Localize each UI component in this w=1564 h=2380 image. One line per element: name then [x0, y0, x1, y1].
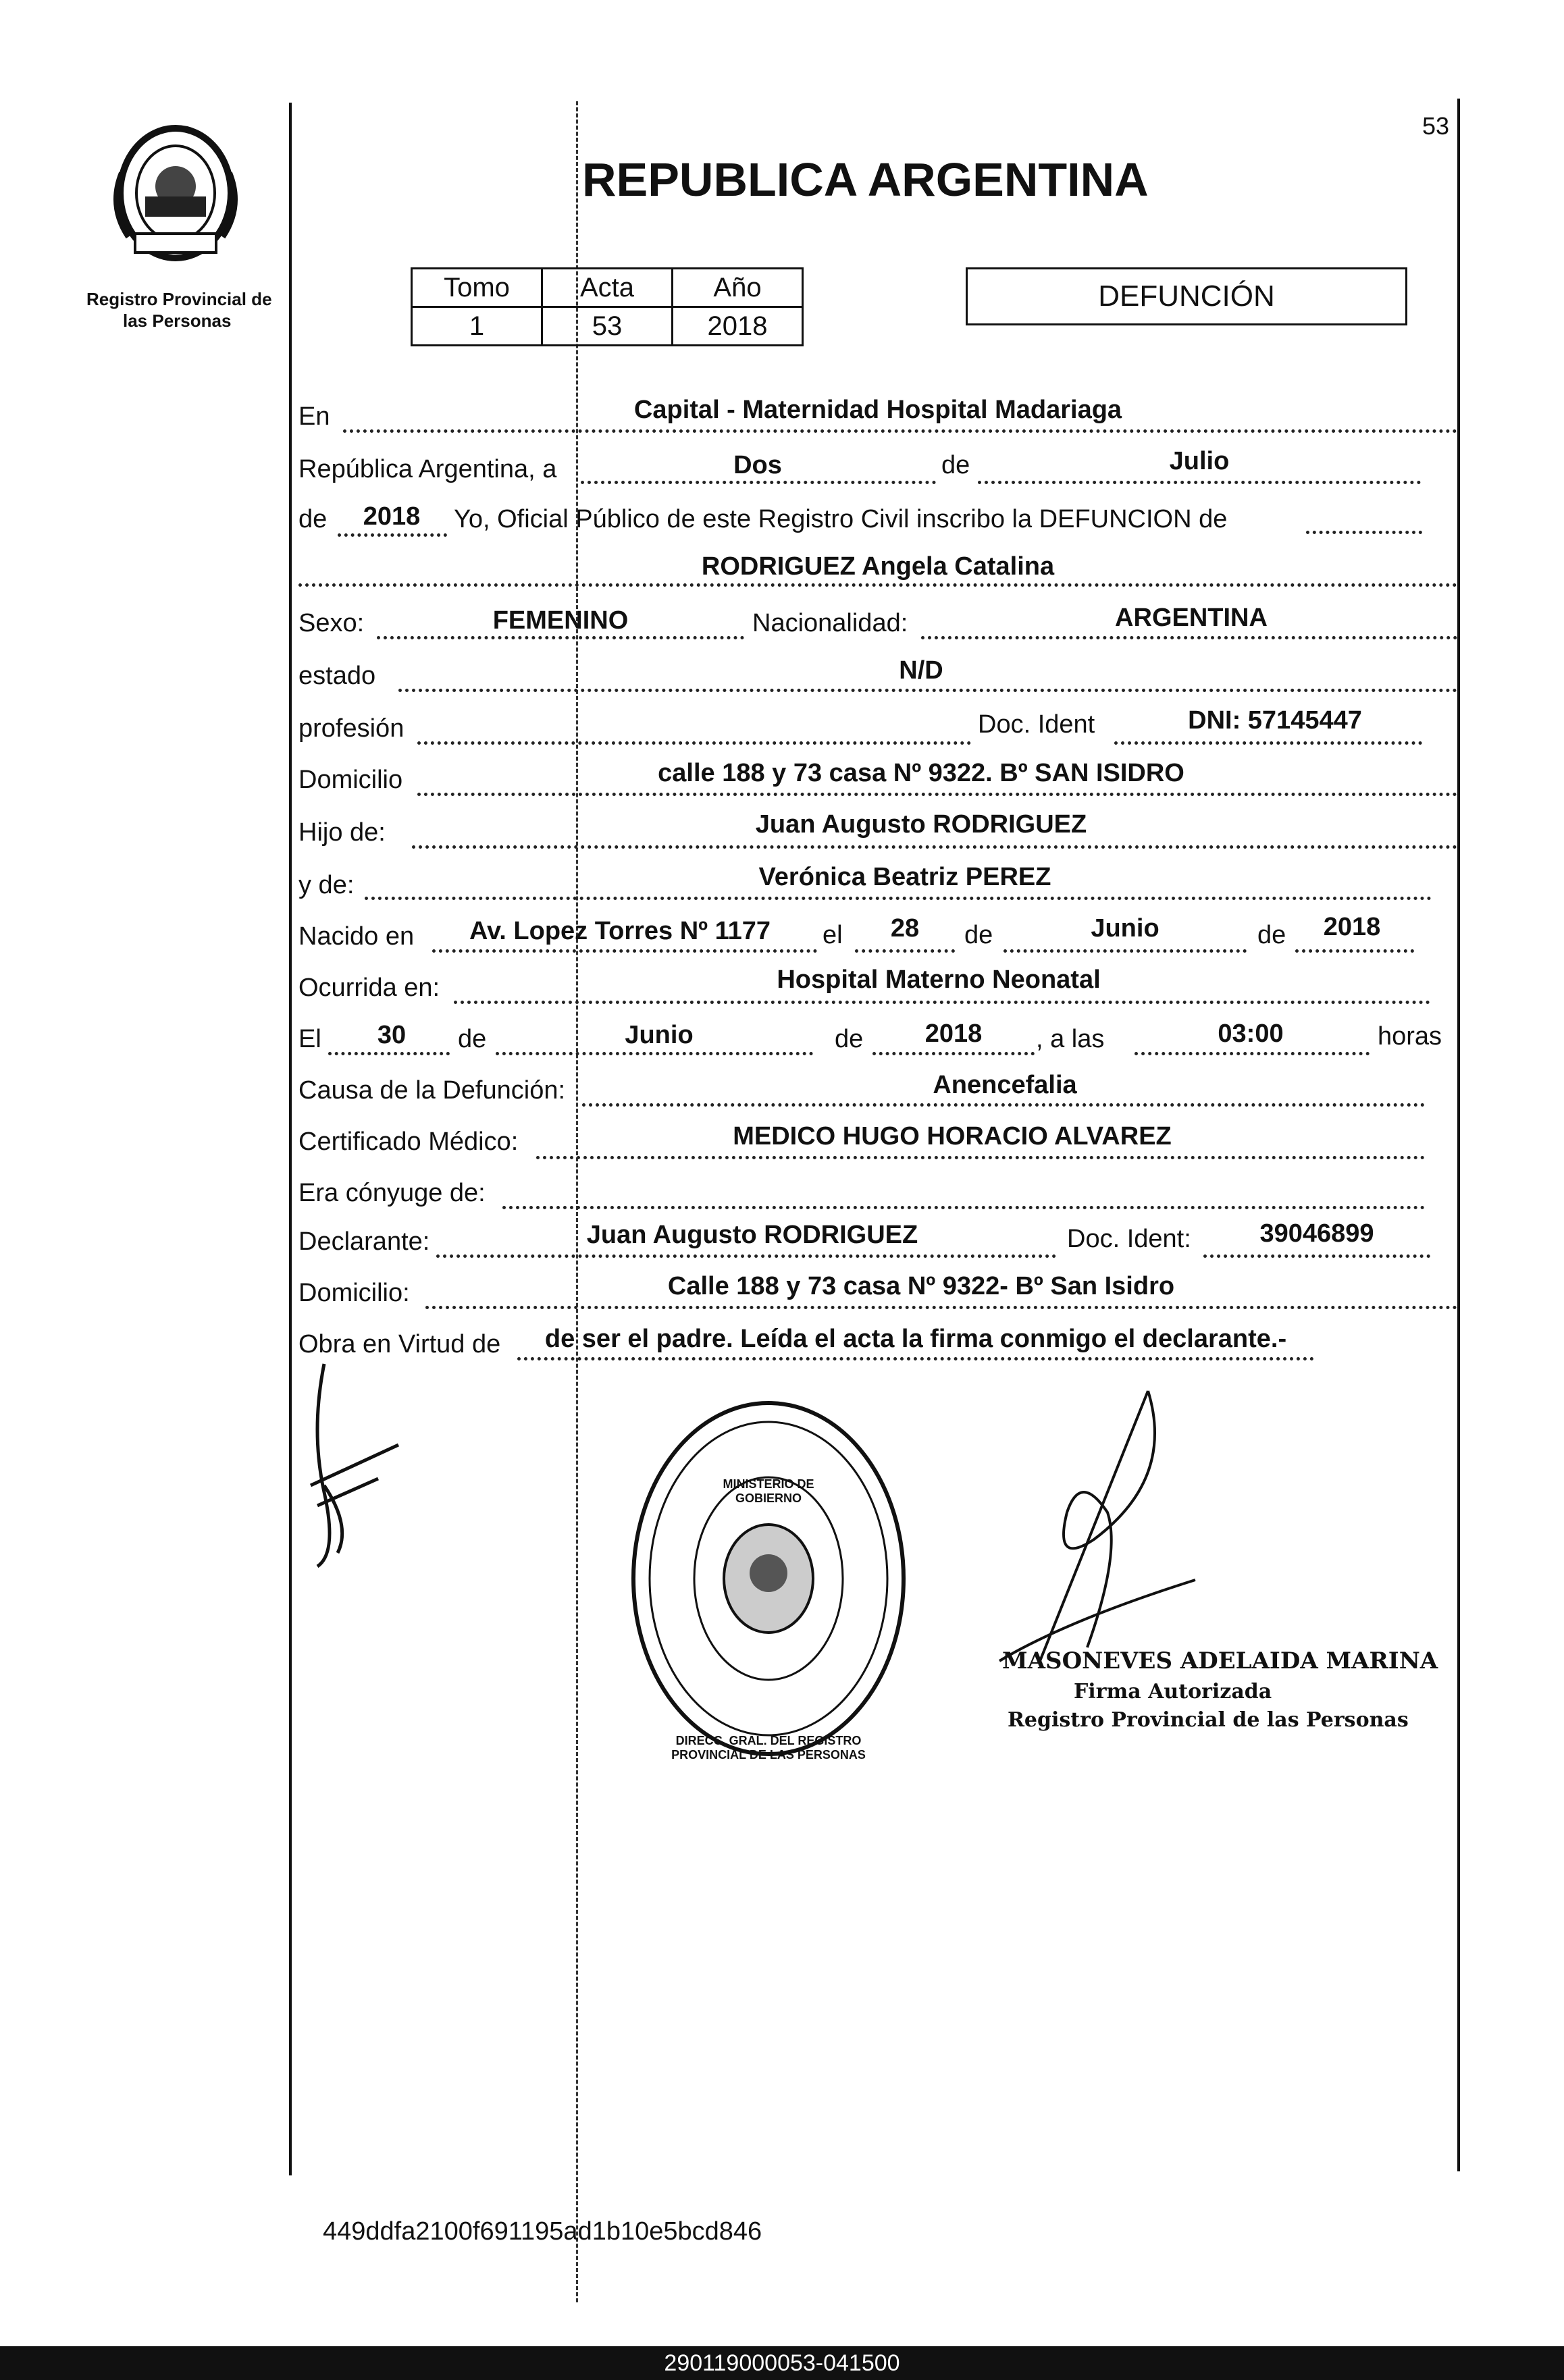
death-day-dotted-line: [328, 1052, 450, 1055]
handwritten-signature-icon: [297, 1350, 419, 1573]
nacido-dotted-line: [432, 949, 817, 953]
page-number: 53: [1422, 112, 1450, 140]
domicilio-label: Domicilio: [298, 766, 403, 794]
birth-day: 28: [890, 914, 920, 943]
death-day: 30: [377, 1021, 407, 1049]
birth-year-dotted-line: [1295, 949, 1414, 953]
estado-dotted-line: [398, 689, 1457, 692]
sexo-label: Sexo:: [298, 609, 365, 637]
book-table-header: Tomo: [412, 269, 542, 307]
yde-value: Verónica Beatriz PEREZ: [758, 863, 1051, 891]
day-dotted-line: [581, 481, 936, 484]
obra-value: de ser el padre. Leída el acta la firma conmigo el declarante.-: [544, 1325, 1287, 1353]
book-table-value-row: [412, 307, 803, 346]
horas-label: horas: [1378, 1022, 1442, 1051]
doc-ident-dotted-line: [1114, 741, 1422, 745]
estado-label: estado: [298, 662, 376, 690]
official-name: MASONEVES ADELAIDA MARINA: [1002, 1647, 1438, 1674]
death-time-dotted-line: [1135, 1052, 1370, 1055]
sexo-dotted-line: [377, 636, 744, 639]
birth-month: Junio: [1091, 914, 1159, 943]
republica-label: República Argentina, a: [298, 455, 557, 483]
domicilio-dotted-line: [417, 793, 1457, 796]
domicilio-value: calle 188 y 73 casa Nº 9322. Bº SAN ISIDRO: [658, 759, 1184, 787]
doc-ident-label: Doc. Ident: [978, 710, 1095, 739]
certificado-label: Certificado Médico:: [298, 1128, 519, 1156]
de1-label: de: [941, 451, 970, 479]
oficial-dotted-line: [1306, 531, 1422, 534]
hijo-label: Hijo de:: [298, 818, 386, 847]
deceased-dotted-line: [298, 583, 1457, 587]
book-table-header: Año: [673, 269, 803, 307]
doc-type-label: DEFUNCIÓN: [1098, 280, 1275, 313]
death-month: Junio: [625, 1021, 694, 1049]
death-month-dotted-line: [496, 1052, 813, 1055]
hijo-dotted-line: [412, 845, 1457, 849]
domicilio2-dotted-line: [425, 1306, 1457, 1309]
causa-label: Causa de la Defunción:: [298, 1076, 566, 1105]
handwritten-signature-icon: [972, 1377, 1202, 1674]
hijo-value: Juan Augusto RODRIGUEZ: [755, 810, 1087, 839]
book-table-header: Acta: [542, 269, 673, 307]
doc-ident-value: DNI: 57145447: [1188, 706, 1362, 735]
yde-label: y de:: [298, 871, 355, 899]
deceased-name: RODRIGUEZ Angela Catalina: [701, 552, 1055, 581]
birth-year: 2018: [1323, 913, 1381, 941]
alas-label: , a las: [1036, 1025, 1105, 1053]
ocurrida-value: Hospital Materno Neonatal: [777, 966, 1101, 994]
declarant-signature: [297, 1350, 419, 1577]
obra-label: Obra en Virtud de: [298, 1330, 501, 1358]
stamp-inner-text: MINISTERIO DE GOBIERNO: [723, 1477, 814, 1505]
book-table-header-row: [412, 269, 803, 307]
month-dotted-line: [978, 481, 1421, 484]
causa-value: Anencefalia: [933, 1071, 1077, 1099]
death-year-dotted-line: [872, 1052, 1035, 1055]
declarante-dotted-line: [436, 1254, 1056, 1258]
en-dotted-line: [343, 429, 1457, 433]
obra-dotted-line: [517, 1357, 1314, 1360]
nacionalidad-label: Nacionalidad:: [752, 609, 908, 637]
official-stamp-icon: [627, 1396, 910, 1761]
profesion-dotted-line: [417, 741, 971, 745]
en-label: En: [298, 402, 330, 431]
registry-label-line1: Registro Provincial de: [86, 289, 272, 309]
oficial-text: Yo, Oficial Público de este Registro Civil inscribo la DEFUNCION de: [454, 505, 1228, 533]
domicilio2-value: Calle 188 y 73 casa Nº 9322- Bº San Isidro: [667, 1272, 1175, 1300]
year-dotted-line: [338, 533, 447, 537]
el-label: el: [823, 921, 843, 949]
day-word: Dos: [733, 451, 782, 479]
birth-day-dotted-line: [855, 949, 955, 953]
ocurrida-label: Ocurrida en:: [298, 974, 440, 1002]
year-value: 2018: [363, 502, 421, 531]
official-office: Registro Provincial de las Personas: [1008, 1708, 1409, 1732]
page-title: REPUBLICA ARGENTINA: [582, 153, 1149, 206]
el2-label: El: [298, 1025, 321, 1053]
conyuge-label: Era cónyuge de:: [298, 1179, 486, 1207]
official-signature: [972, 1377, 1202, 1678]
registry-seal: [108, 119, 243, 267]
death-time: 03:00: [1218, 1020, 1284, 1048]
sexo-value: FEMENINO: [492, 606, 629, 635]
left-border-line: [289, 103, 292, 2175]
domicilio2-label: Domicilio:: [298, 1279, 410, 1307]
footer-code: 290119000053-041500: [664, 2350, 900, 2376]
conyuge-dotted-line: [502, 1206, 1425, 1209]
death-year: 2018: [924, 1020, 983, 1048]
nacionalidad-dotted-line: [921, 636, 1457, 639]
estado-value: N/D: [899, 656, 943, 685]
doc-ident2-label: Doc. Ident:: [1067, 1225, 1191, 1253]
registry-label-line2: las Personas: [123, 311, 232, 331]
de2-label: de: [298, 505, 328, 533]
yde-dotted-line: [365, 897, 1432, 900]
de4-label: de: [1257, 921, 1286, 949]
de3-label: de: [964, 921, 993, 949]
ocurrida-dotted-line: [454, 1001, 1430, 1004]
en-value: Capital - Maternidad Hospital Madariaga: [633, 396, 1122, 424]
stamp-outer-text: DIRECC. GRAL. DEL REGISTRO PROVINCIAL DE LAS PERSONAS: [671, 1734, 866, 1762]
book-table: [411, 267, 804, 346]
book-table-cell: 53: [542, 307, 673, 346]
causa-dotted-line: [582, 1103, 1425, 1107]
doc-type-box: [966, 267, 1407, 325]
de6-label: de: [835, 1025, 864, 1053]
official-role: Firma Autorizada: [1074, 1680, 1272, 1703]
declarante-label: Declarante:: [298, 1227, 430, 1256]
nacido-value: Av. Lopez Torres Nº 1177: [469, 917, 771, 945]
book-table-cell: 2018: [673, 307, 803, 346]
month-value: Julio: [1169, 447, 1230, 475]
profesion-label: profesión: [298, 714, 405, 743]
official-stamp: [627, 1396, 910, 1761]
document-hash: 449ddfa2100f691195ad1b10e5bcd846: [323, 2217, 762, 2246]
birth-month-dotted-line: [1003, 949, 1247, 953]
doc-ident2-dotted-line: [1203, 1254, 1430, 1258]
nacionalidad-value: ARGENTINA: [1115, 604, 1268, 632]
provincia-seal-icon: [108, 119, 243, 267]
right-border-line: [1457, 99, 1460, 2171]
book-table-cell: 1: [412, 307, 542, 346]
nacido-label: Nacido en: [298, 922, 415, 951]
certificado-dotted-line: [536, 1156, 1425, 1159]
footer-bar: [0, 2346, 1564, 2380]
doc-ident2-value: 39046899: [1259, 1219, 1374, 1248]
de5-label: de: [458, 1025, 487, 1053]
certificado-value: MEDICO HUGO HORACIO ALVAREZ: [733, 1122, 1172, 1151]
declarante-value: Juan Augusto RODRIGUEZ: [586, 1221, 918, 1249]
